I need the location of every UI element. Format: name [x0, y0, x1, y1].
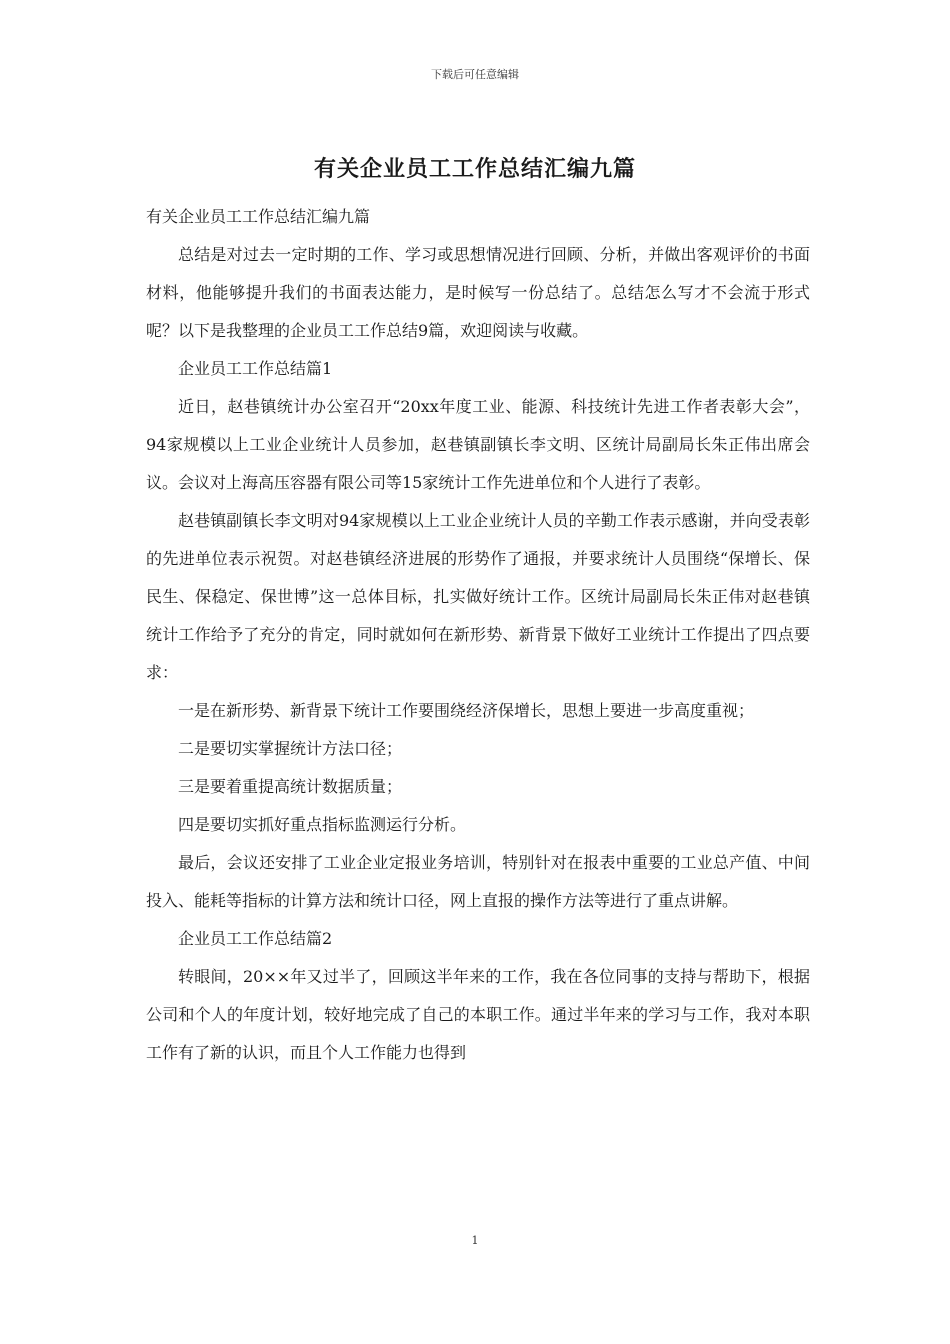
page-header: 下载后可任意编辑 — [431, 68, 519, 81]
paragraph: 赵巷镇副镇长李文明对94家规模以上工业企业统计人员的辛勤工作表示感谢，并向受表彰的先进单位表示祝贺。对赵巷镇经济进展的形势作了通报，并要求统计人员围绕“保增长、保民生、保稳定、保世博”这一总体目标，扎实做好统计工作。区统计局副局长朱正伟对赵巷镇统计工作给予了充分的肯定，同时就如何在新形势、新背景下做好工业统计工作提出了四点要求： — [146, 511, 810, 682]
list-item: 二是要切实掌握统计方法口径； — [178, 739, 403, 758]
document-title: 有关企业员工工作总结汇编九篇 — [313, 156, 636, 182]
paragraph: 最后，会议还安排了工业企业定报业务培训，特别针对在报表中重要的工业总产值、中间投入、能耗等指标的计算方法和统计口径，网上直报的操作方法等进行了重点讲解。 — [146, 853, 810, 910]
paragraph: 近日，赵巷镇统计办公室召开“20xx年度工业、能源、科技统计先进工作者表彰大会”，94家规模以上工业企业统计人员参加，赵巷镇副镇长李文明、区统计局副局长朱正伟出席会议。会议对上海高压容器有限公司等15家统计工作先进单位和个人进行了表彰。 — [146, 397, 810, 492]
list-item: 三是要着重提高统计数据质量； — [178, 777, 403, 796]
section-heading: 企业员工工作总结篇2 — [178, 929, 333, 948]
paragraph: 有关企业员工工作总结汇编九篇 — [146, 207, 371, 226]
document-body — [146, 198, 810, 1072]
list-item: 一是在新形势、新背景下统计工作要围绕经济保增长，思想上要进一步高度重视； — [178, 701, 755, 720]
paragraph: 总结是对过去一定时期的工作、学习或思想情况进行回顾、分析，并做出客观评价的书面材料，他能够提升我们的书面表达能力，是时候写一份总结了。总结怎么写才不会流于形式呢？以下是我整理的企业员工工作总结9篇，欢迎阅读与收藏。 — [146, 245, 810, 340]
paragraph: 转眼间，20××年又过半了，回顾这半年来的工作，我在各位同事的支持与帮助下，根据公司和个人的年度计划，较好地完成了自己的本职工作。通过半年来的学习与工作，我对本职工作有了新的认识，而且个人工作能力也得到 — [146, 967, 810, 1062]
page-number: 1 — [471, 1234, 479, 1247]
list-item: 四是要切实抓好重点指标监测运行分析。 — [178, 815, 467, 834]
section-heading: 企业员工工作总结篇1 — [178, 359, 333, 378]
